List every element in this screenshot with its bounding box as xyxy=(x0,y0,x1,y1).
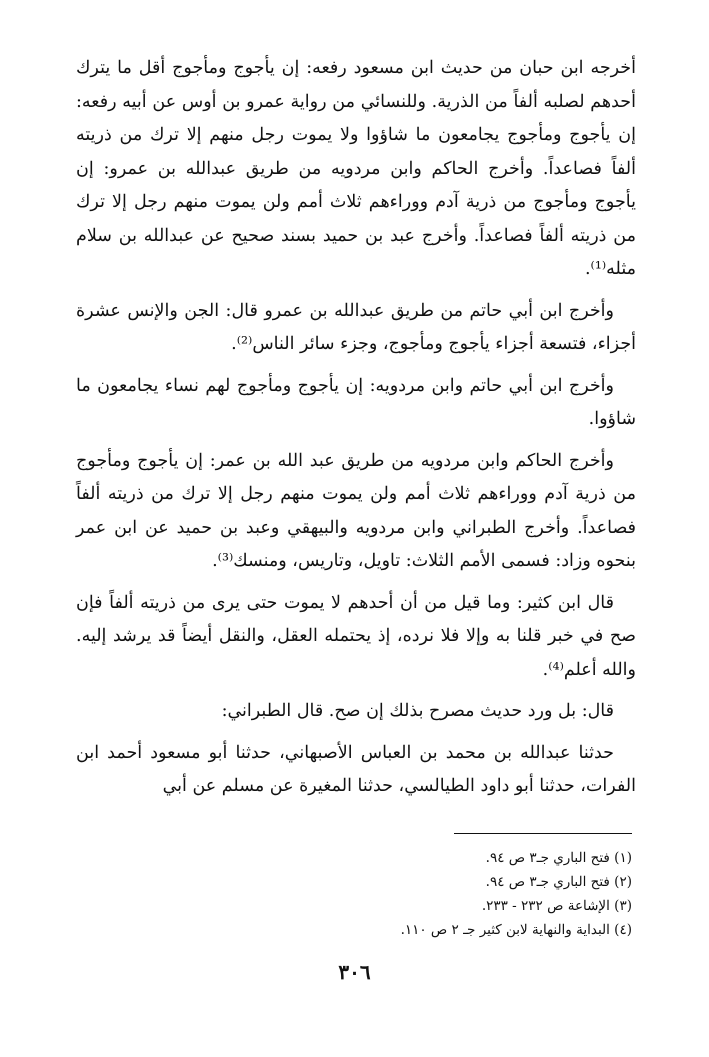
paragraph-5: قال ابن كثير: وما قيل من أن أحدهم لا يموت حتى يرى من ذريته ألفاً فإن صح في خبر قلنا به وإلا فلا نرده، إذ يحتمله العقل، والنقل أيضاً قد يرشد إليه. والله أعلم⁽⁴⁾. xyxy=(76,592,636,680)
footnote-separator xyxy=(454,833,632,834)
footnote-3: (٣) الإشاعة ص ٢٣٢ - ٢٣٣. xyxy=(481,898,632,914)
footnote-4: (٤) البداية والنهاية لابن كثير جـ ٢ ص ١١٠. xyxy=(400,922,632,938)
footnotes xyxy=(272,846,632,942)
paragraph-3: وأخرج ابن أبي حاتم وابن مردويه: إن يأجوج ومأجوج لهم نساء يجامعون ما شاؤوا. xyxy=(76,375,636,429)
paragraph-6: قال: بل ورد حديث مصرح بذلك إن صح. قال الطبراني: xyxy=(221,701,614,721)
paragraph-4: وأخرج الحاكم وابن مردويه من طريق عبد الله بن عمر: إن يأجوج ومأجوج من ذرية آدم ووراءهم ثلاث أمم ولن يموت منهم رجل إلا ترك من ذريته ألفاً فصاعداً. وأخرج الطبراني وابن مردويه والبيهقي وعبد بن حميد عن ابن عمر بنحوه وزاد: فسمى الأمم الثلاث: تاويل، وتاريس، ومنسك⁽³⁾. xyxy=(76,450,636,571)
footnote-2: (٢) فتح الباري جـ٣ ص ٩٤. xyxy=(485,874,632,890)
paragraph-7: حدثنا عبدالله بن محمد بن العباس الأصبهاني، حدثنا أبو مسعود أحمد ابن الفرات، حدثنا أبو داود الطيالسي، حدثنا المغيرة عن مسلم عن أبي xyxy=(76,742,636,796)
page-body xyxy=(76,52,636,812)
paragraph-1: أخرجه ابن حبان من حديث ابن مسعود رفعه: إن يأجوج ومأجوج أقل ما يترك أحدهم لصلبه ألفاً من الذرية. وللنسائي من رواية عمرو بن أوس عن أبيه رفعه: إن يأجوج ومأجوج يجامعون ما شاؤوا ولا يموت رجل منهم إلا ترك من ذريته ألفاً فصاعداً. وأخرج الحاكم وابن مردويه من طريق عبدالله بن عمرو: إن يأجوج ومأجوج من ذرية آدم ووراءهم ثلاث أمم ولن يموت منهم رجل إلا ترك من ذريته ألفاً فصاعداً. وأخرج عبد بن حميد بسند صحيح عن عبدالله بن سلام مثله⁽¹⁾. xyxy=(76,58,636,279)
paragraph-2: وأخرج ابن أبي حاتم من طريق عبدالله بن عمرو قال: الجن والإنس عشرة أجزاء، فتسعة أجزاء يأجوج ومأجوج، وجزء سائر الناس⁽²⁾. xyxy=(76,300,636,354)
footnote-1: (١) فتح الباري جـ٣ ص ٩٤. xyxy=(485,850,632,866)
page-number: ٣٠٦ xyxy=(338,960,371,984)
